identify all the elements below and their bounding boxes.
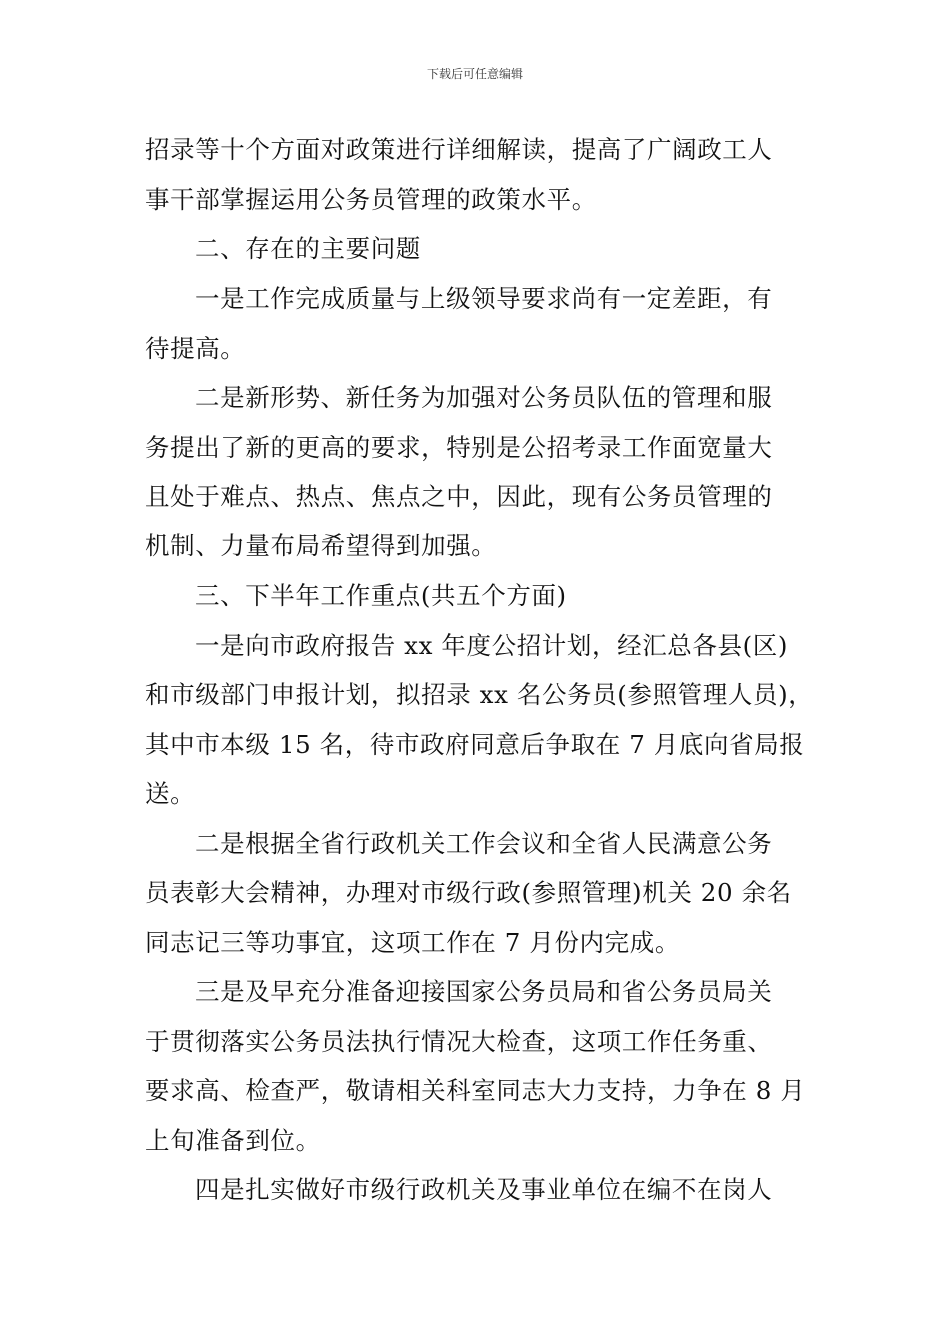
text-line: 待提高。 [145,334,246,363]
text-line: 员表彰大会精神，办理对市级行政(参照管理)机关 20 余名 [145,878,792,907]
text-line: 要求高、检查严，敬请相关科室同志大力支持，力争在 8 月 [145,1076,806,1105]
text-line: 和市级部门申报计划，拟招录 xx 名公务员(参照管理人员)， [145,680,814,709]
text-line: 其中市本级 15 名，待市政府同意后争取在 7 月底向省局报 [145,730,805,759]
text-line: 四是扎实做好市级行政机关及事业单位在编不在岗人 [195,1175,773,1204]
text-line: 机制、力量布局希望得到加强。 [145,531,497,560]
text-line: 于贯彻落实公务员法执行情况大检查，这项工作任务重、 [145,1027,773,1056]
section-heading: 二、存在的主要问题 [195,234,421,263]
text-line: 招录等十个方面对政策进行详细解读，提高了广阔政工人 [145,135,773,164]
page-header: 下载后可任意编辑 [426,67,523,81]
text-line: 二是根据全省行政机关工作会议和全省人民满意公务 [195,829,773,858]
text-line: 一是工作完成质量与上级领导要求尚有一定差距，有 [195,284,773,313]
text-line: 二是新形势、新任务为加强对公务员队伍的管理和服 [195,383,773,412]
text-line: 同志记三等功事宜，这项工作在 7 月份内完成。 [145,928,680,957]
text-line: 事干部掌握运用公务员管理的政策水平。 [145,185,597,214]
text-line: 且处于难点、热点、焦点之中，因此，现有公务员管理的 [145,482,773,511]
section-heading: 三、下半年工作重点(共五个方面) [195,581,567,610]
text-line: 务提出了新的更高的要求，特别是公招考录工作面宽量大 [145,433,773,462]
text-line: 上旬准备到位。 [145,1126,321,1155]
text-line: 送。 [145,779,196,808]
text-line: 三是及早充分准备迎接国家公务员局和省公务员局关 [195,977,773,1006]
text-line: 一是向市政府报告 xx 年度公招计划，经汇总各县(区) [195,631,789,660]
